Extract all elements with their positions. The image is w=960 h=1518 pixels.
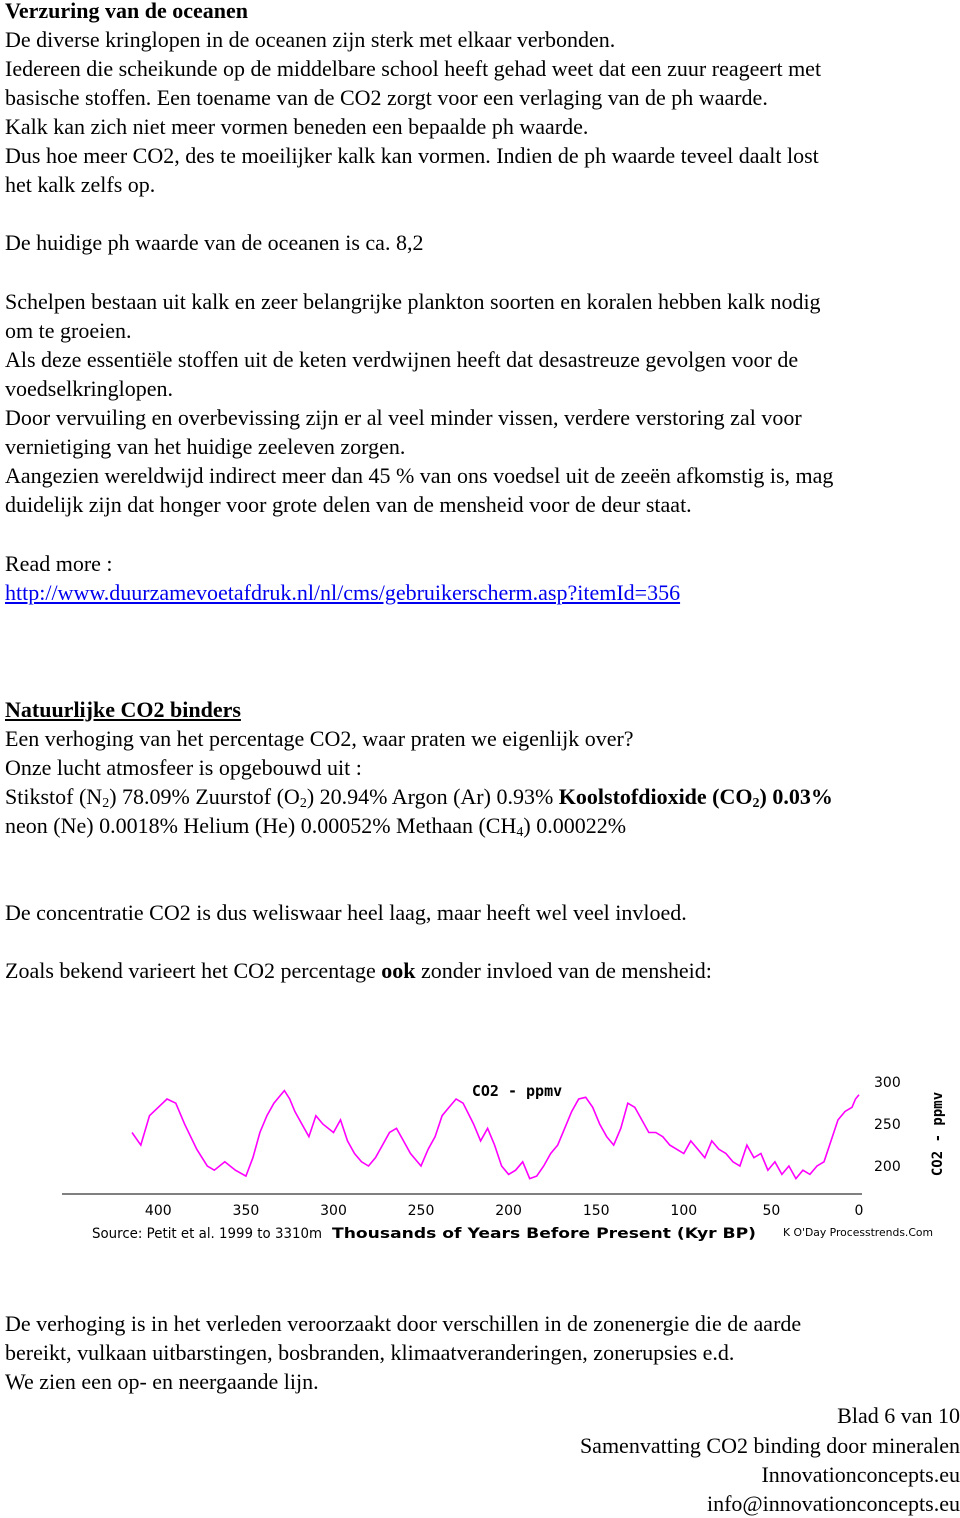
read-more-label: Read more : xyxy=(5,551,113,576)
composition-ar: ) 20.94% Argon (Ar) 0.93% xyxy=(306,784,559,809)
paragraph-line: om te groeien. xyxy=(5,318,132,343)
composition-ch4: ) 0.00022% xyxy=(523,813,627,838)
paragraph-line: voedselkringlopen. xyxy=(5,376,174,401)
footer-company: Innovationconcepts.eu xyxy=(761,1462,960,1487)
paragraph-line: Onze lucht atmosfeer is opgebouwd uit : xyxy=(5,755,362,780)
co2-value: ) 0.03% xyxy=(759,784,833,809)
x-tick-label: 350 xyxy=(232,1203,260,1219)
footer-page-number: Blad 6 van 10 xyxy=(837,1403,960,1428)
x-tick-label: 100 xyxy=(670,1203,698,1219)
x-tick-label: 200 xyxy=(495,1203,522,1219)
chart-ylabel: CO2 - ppmv xyxy=(930,1091,946,1177)
x-tick-label: 400 xyxy=(144,1203,172,1219)
co2-label: Koolstofdioxide (CO xyxy=(558,784,753,809)
chart-credit: K O'Day Processtrends.Com xyxy=(783,1226,933,1239)
paragraph-line: De diverse kringlopen in de oceanen zijn sterk met elkaar verbonden. xyxy=(5,27,616,52)
chart-xlabel: Thousands of Years Before Present (Kyr BP) xyxy=(332,1226,756,1242)
chart-source: Source: Petit et al. 1999 to 3310m xyxy=(92,1226,322,1242)
x-tick-label: 0 xyxy=(854,1203,864,1219)
paragraph-line: duidelijk zijn dat honger voor grote delen van de mensheid voor de deur staat. xyxy=(5,492,692,517)
read-more-url[interactable]: http://www.duurzamevoetafdruk.nl/nl/cms/gebruikerscherm.asp?itemId=356 xyxy=(5,580,681,605)
subscript: 2 xyxy=(299,796,307,811)
composition-co2 xyxy=(559,784,833,809)
x-tick-label: 150 xyxy=(582,1203,610,1219)
x-tick-label: 300 xyxy=(320,1203,347,1219)
paragraph-line: bereikt, vulkaan uitbarstingen, bosbranden, klimaatveranderingen, zonerupsies e.d. xyxy=(5,1340,735,1365)
read-more-link[interactable] xyxy=(5,578,680,607)
x-tick-label: 50 xyxy=(762,1203,781,1219)
paragraph-line: het kalk zelfs op. xyxy=(5,172,156,197)
subscript: 4 xyxy=(516,825,524,840)
y-tick-label: 250 xyxy=(874,1117,901,1134)
paragraph-line: basische stoffen. Een toename van de CO2 zorgt voor een verlaging van de ph waarde. xyxy=(5,85,768,110)
text: Zoals bekend varieert het CO2 percentage xyxy=(5,958,382,983)
co2-chart xyxy=(62,1068,955,1246)
composition-n2: Stikstof (N xyxy=(5,784,103,809)
paragraph-line: Dus hoe meer CO2, des te moeilijker kalk kan vormen. Indien de ph waarde teveel daalt lost xyxy=(5,143,819,168)
subscript: 2 xyxy=(752,796,760,811)
paragraph-line: Schelpen bestaan uit kalk en zeer belangrijke plankton soorten en koralen hebben kalk nodig xyxy=(5,289,821,314)
paragraph-line: De huidige ph waarde van de oceanen is ca. 8,2 xyxy=(5,230,424,255)
y-tick-label: 300 xyxy=(874,1075,901,1092)
composition-line-2 xyxy=(5,811,626,847)
section-title-binders: Natuurlijke CO2 binders xyxy=(5,697,241,722)
paragraph-line: Een verhoging van het percentage CO2, waar praten we eigenlijk over? xyxy=(5,726,634,751)
paragraph-line: Door vervuiling en overbevissing zijn er al veel minder vissen, verdere verstoring zal voor xyxy=(5,405,802,430)
footer-email: info@innovationconcepts.eu xyxy=(706,1491,960,1516)
subscript: 2 xyxy=(102,796,110,811)
paragraph-line xyxy=(5,956,712,985)
text: zonder invloed van de mensheid: xyxy=(415,958,712,983)
paragraph-line: Als deze essentiële stoffen uit de keten verdwijnen heeft dat desastreuze gevolgen voor de xyxy=(5,347,799,372)
y-tick-label: 200 xyxy=(874,1159,901,1175)
paragraph-line: We zien een op- en neergaande lijn. xyxy=(5,1369,319,1394)
composition-ne: neon (Ne) 0.0018% Helium (He) 0.00052% Methaan (CH xyxy=(5,813,517,838)
paragraph-line: Iedereen die scheikunde op de middelbare school heeft gehad weet dat een zuur reageert met xyxy=(5,56,822,81)
bold-text: ook xyxy=(381,958,416,983)
paragraph-line: De concentratie CO2 is dus weliswaar heel laag, maar heeft wel veel invloed. xyxy=(5,900,687,925)
section-title-ocean: Verzuring van de oceanen xyxy=(5,0,249,23)
x-tick-label: 250 xyxy=(407,1203,435,1219)
chart-title: CO2 - ppmv xyxy=(471,1082,563,1100)
footer-subject: Samenvatting CO2 binding door mineralen xyxy=(579,1433,960,1458)
composition-o2: ) 78.09% Zuurstof (O xyxy=(109,784,300,809)
paragraph-line: vernietiging van het huidige zeeleven zorgen. xyxy=(5,434,406,459)
paragraph-line: Kalk kan zich niet meer vormen beneden een bepaalde ph waarde. xyxy=(5,114,589,139)
paragraph-line: De verhoging is in het verleden veroorzaakt door verschillen in de zonenergie die de aarde xyxy=(5,1311,802,1336)
paragraph-line: Aangezien wereldwijd indirect meer dan 45 % van ons voedsel uit de zeeën afkomstig is, mag xyxy=(5,463,834,488)
